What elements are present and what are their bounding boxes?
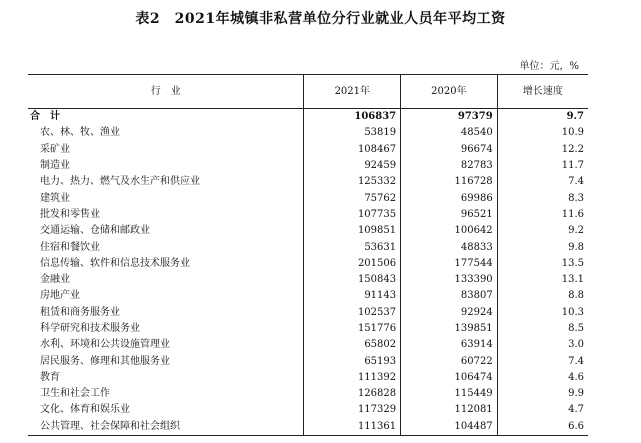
growth-rate: 13.1 bbox=[497, 272, 588, 288]
wage-2020: 100642 bbox=[401, 223, 498, 239]
wage-2020: 69986 bbox=[401, 190, 498, 206]
table-row bbox=[28, 288, 588, 304]
wage-2020: 92924 bbox=[401, 305, 498, 321]
wage-2020: 83807 bbox=[401, 288, 498, 304]
industry-name: 金融业 bbox=[40, 274, 70, 286]
table-row bbox=[28, 337, 588, 353]
wage-2020: 177544 bbox=[401, 256, 498, 272]
table-row bbox=[28, 256, 588, 272]
growth-rate: 11.7 bbox=[497, 158, 588, 174]
industry-name: 批发和零售业 bbox=[40, 208, 100, 220]
industry-name: 文化、体育和娱乐业 bbox=[40, 404, 130, 416]
header-industry: 行 业 bbox=[28, 75, 304, 109]
wage-2020: 139851 bbox=[401, 321, 498, 337]
wage-2021: 102537 bbox=[304, 305, 401, 321]
wage-2021: 109851 bbox=[304, 223, 401, 239]
wage-2020: 112081 bbox=[401, 402, 498, 418]
wage-2021: 201506 bbox=[304, 256, 401, 272]
table-row bbox=[28, 223, 588, 239]
growth-rate: 7.4 bbox=[497, 353, 588, 369]
growth-rate: 6.6 bbox=[497, 419, 588, 436]
table-row bbox=[28, 272, 588, 288]
table-row bbox=[28, 190, 588, 206]
header-growth: 增长速度 bbox=[497, 75, 588, 109]
wage-2021: 126828 bbox=[304, 386, 401, 402]
growth-rate: 11.6 bbox=[497, 207, 588, 223]
industry-name: 采矿业 bbox=[40, 143, 70, 155]
wage-2021: 107735 bbox=[304, 207, 401, 223]
industry-name: 居民服务、修理和其他服务业 bbox=[40, 355, 170, 367]
wage-2020: 96521 bbox=[401, 207, 498, 223]
industry-name: 农、林、牧、渔业 bbox=[40, 127, 120, 139]
table-row bbox=[28, 207, 588, 223]
table-row bbox=[28, 321, 588, 337]
wage-2021: 151776 bbox=[304, 321, 401, 337]
wage-2021: 150843 bbox=[304, 272, 401, 288]
header-row bbox=[28, 75, 588, 109]
industry-name: 住宿和餐饮业 bbox=[40, 241, 100, 253]
wage-2020: 96674 bbox=[401, 142, 498, 158]
growth-rate: 9.2 bbox=[497, 223, 588, 239]
table-row bbox=[28, 402, 588, 418]
wage-2021: 125332 bbox=[304, 174, 401, 190]
industry-name: 信息传输、软件和信息技术服务业 bbox=[40, 257, 190, 269]
wage-2020: 60722 bbox=[401, 353, 498, 369]
table-row bbox=[28, 142, 588, 158]
wage-2021: 53819 bbox=[304, 125, 401, 141]
growth-rate: 8.5 bbox=[497, 321, 588, 337]
table-row bbox=[28, 174, 588, 190]
wage-2021: 75762 bbox=[304, 190, 401, 206]
wage-2020: 106474 bbox=[401, 370, 498, 386]
wage-2021: 106837 bbox=[304, 109, 401, 126]
industry-name: 科学研究和技术服务业 bbox=[40, 323, 140, 334]
industry-name: 制造业 bbox=[40, 160, 70, 172]
industry-name: 建筑业 bbox=[40, 192, 70, 204]
industry-name: 房地产业 bbox=[40, 290, 80, 302]
wage-table bbox=[28, 74, 588, 436]
header-2020: 2020年 bbox=[401, 75, 498, 109]
growth-rate: 4.6 bbox=[497, 370, 588, 386]
industry-name: 公共管理、社会保障和社会组织 bbox=[28, 419, 304, 436]
industry-name: 卫生和社会工作 bbox=[40, 388, 110, 400]
growth-rate: 9.7 bbox=[497, 109, 588, 126]
wage-2020: 104487 bbox=[401, 419, 498, 436]
growth-rate: 3.0 bbox=[497, 337, 588, 353]
growth-rate: 4.7 bbox=[497, 402, 588, 418]
growth-rate: 10.9 bbox=[497, 125, 588, 141]
table-row bbox=[28, 353, 588, 369]
wage-2020: 48540 bbox=[401, 125, 498, 141]
growth-rate: 9.8 bbox=[497, 239, 588, 255]
wage-2021: 111361 bbox=[304, 419, 401, 436]
growth-rate: 8.8 bbox=[497, 288, 588, 304]
table-body bbox=[28, 109, 588, 436]
table-row bbox=[28, 125, 588, 141]
wage-2021: 117329 bbox=[304, 402, 401, 418]
growth-rate: 7.4 bbox=[497, 174, 588, 190]
industry-name: 租赁和商务服务业 bbox=[40, 306, 120, 318]
growth-rate: 12.2 bbox=[497, 142, 588, 158]
table-row bbox=[28, 370, 588, 386]
industry-name: 交通运输、仓储和邮政业 bbox=[40, 225, 150, 237]
table-row bbox=[28, 239, 588, 255]
table-row bbox=[28, 158, 588, 174]
wage-2020: 63914 bbox=[401, 337, 498, 353]
header-2021: 2021年 bbox=[304, 75, 401, 109]
wage-2020: 133390 bbox=[401, 272, 498, 288]
table-title: 表2 2021年城镇非私营单位分行业就业人员年平均工资 bbox=[135, 11, 506, 27]
wage-2021: 65802 bbox=[304, 337, 401, 353]
wage-2020: 97379 bbox=[401, 109, 498, 126]
growth-rate: 8.3 bbox=[497, 190, 588, 206]
industry-name: 水利、环境和公共设施管理业 bbox=[40, 339, 170, 351]
wage-2020: 82783 bbox=[401, 158, 498, 174]
total-row bbox=[28, 109, 588, 126]
table-row bbox=[28, 386, 588, 402]
wage-2021: 108467 bbox=[304, 142, 401, 158]
wage-2021: 65193 bbox=[304, 353, 401, 369]
wage-2020: 115449 bbox=[401, 386, 498, 402]
wage-2020: 48833 bbox=[401, 239, 498, 255]
wage-2021: 53631 bbox=[304, 239, 401, 255]
growth-rate: 13.5 bbox=[497, 256, 588, 272]
wage-2021: 111392 bbox=[304, 370, 401, 386]
wage-2020: 116728 bbox=[401, 174, 498, 190]
table-row bbox=[28, 419, 588, 436]
table-row bbox=[28, 305, 588, 321]
industry-name: 教育 bbox=[40, 371, 60, 383]
industry-name: 电力、热力、燃气及水生产和供应业 bbox=[40, 176, 200, 188]
unit-label: 单位：元，% bbox=[519, 61, 579, 72]
industry-name: 合 计 bbox=[30, 111, 60, 123]
growth-rate: 9.9 bbox=[497, 386, 588, 402]
growth-rate: 10.3 bbox=[497, 305, 588, 321]
wage-2021: 91143 bbox=[304, 288, 401, 304]
wage-2021: 92459 bbox=[304, 158, 401, 174]
